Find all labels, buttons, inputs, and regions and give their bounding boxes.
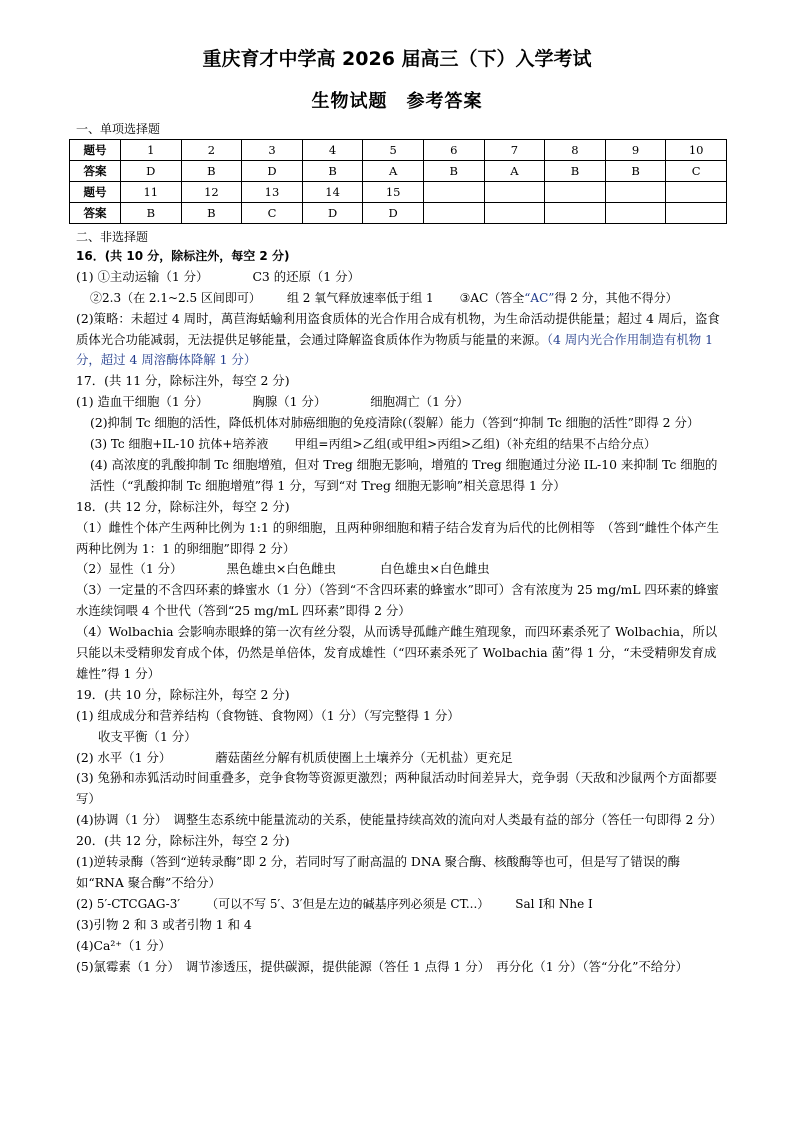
table-cell: B <box>181 161 242 182</box>
answer-text: （可以不写 5′、3′但是左边的碱基序列必须是 CT...） <box>206 896 490 911</box>
table-cell: 8 <box>545 140 606 161</box>
table-cell: 7 <box>484 140 545 161</box>
answer-text: (3) Tc 细胞+IL-10 抗体+培养液 <box>90 437 269 452</box>
q20-line-4: (4)Ca²⁺（1 分） <box>76 937 171 953</box>
row-label: 题号 <box>70 140 121 161</box>
table-cell: 1 <box>121 140 182 161</box>
q20-line-3: (3)引物 2 和 3 或者引物 1 和 4 <box>76 916 252 932</box>
answer-text: (1) ①主动运输（1 分） <box>76 268 209 284</box>
q18-heading: 18．(共 12 分，除标注外，每空 2 分) <box>76 498 290 514</box>
table-cell <box>545 182 606 203</box>
table-cell: C <box>666 161 727 182</box>
answer-text: 甲组=丙组>乙组(或甲组>丙组>乙组)（补充组的结果不占给分点） <box>294 437 656 452</box>
answer-text: (1) 造血干细胞（1 分） <box>76 394 209 410</box>
table-cell: B <box>605 161 666 182</box>
q19-line-4: (4)协调（1 分） 调整生态系统中能量流动的关系，使能量持续高效的流向对人类最有益的部分（答任一句即得 2 分） <box>76 812 723 828</box>
answer-text: 胸腺（1 分） <box>252 394 327 410</box>
table-row <box>70 161 727 182</box>
answer-table <box>69 139 727 224</box>
page-title: 重庆育才中学高 2026 届高三（下）入学考试 <box>202 48 592 70</box>
q17-line-4: (4) 高浓度的乳酸抑制 Tc 细胞增殖，但对 Treg 细胞无影响，增殖的 Treg 细胞通过分泌 IL-10 来抑制 Tc 细胞的活性（“乳酸抑制 Tc 细胞增殖”得 1 分，写到“对 Treg 细胞无影响”相关意思得 1 分） <box>90 456 718 493</box>
table-cell: 9 <box>605 140 666 161</box>
table-cell: 2 <box>181 140 242 161</box>
answer-text: 黑色雄虫×白色雌虫 <box>226 561 336 577</box>
table-cell: 14 <box>302 182 363 203</box>
q19-line-1: (1) 组成成分和营养结构（食物链、食物网）（1 分）（写完整得 1 分） <box>76 707 460 723</box>
table-cell: 4 <box>302 140 363 161</box>
q17-line-2: (2)抑制 Tc 细胞的活性，降低机体对肺癌细胞的免疫清除(（裂解）能力（答到“抑制 Tc 细胞的活性”即得 2 分） <box>90 415 700 431</box>
table-cell: B <box>423 161 484 182</box>
q20-line-1: (1)逆转录酶（答到“逆转录酶”即 2 分，若同时写了耐高温的 DNA 聚合酶、核酸酶等也可，但是写了错误的酶如“RNA 聚合酶”不给分） <box>76 854 680 890</box>
page-subtitle: 生物试题 参考答案 <box>311 91 483 112</box>
answer-text: （4 周内光合作用制造有机物 1 分，超过 4 周溶酶体降解 1 分） <box>76 331 713 368</box>
q19-line-1b: 收支平衡（1 分） <box>98 728 197 744</box>
section-heading-open: 二、非选择题 <box>76 230 149 244</box>
answer-text: （2）显性（1 分） <box>76 561 183 577</box>
table-cell: B <box>545 161 606 182</box>
table-cell: 5 <box>363 140 424 161</box>
q20-line-2 <box>76 894 726 915</box>
table-cell: 13 <box>242 182 303 203</box>
answers-body <box>76 246 726 977</box>
table-cell: 12 <box>181 182 242 203</box>
q18-line-3: （3）一定量的不含四环素的蜂蜜水（1 分）（答到“不含四环素的蜂蜜水”即可）含有浓度为 25 mg/mL 四环素的蜂蜜水连续饲喂 4 个世代（答到“25 mg/mL 四环素”即得 2 分） <box>76 582 719 619</box>
q17-line-3 <box>76 434 726 455</box>
q16-line-1 <box>76 267 726 288</box>
answer-text: 白色雄虫×白色雌虫 <box>379 561 490 577</box>
answer-text: 组 2 氧气释放速率低于组 1 <box>286 290 434 305</box>
table-cell: 10 <box>666 140 727 161</box>
table-cell: B <box>181 203 242 224</box>
table-cell: 11 <box>121 182 182 203</box>
row-label: 答案 <box>70 203 121 224</box>
table-cell: 3 <box>242 140 303 161</box>
answer-text: 蘑菇菌丝分解有机质使圈上土壤养分（无机盐）更充足 <box>215 749 513 765</box>
table-cell: D <box>242 161 303 182</box>
q18-line-2 <box>76 559 726 580</box>
table-cell: B <box>302 161 363 182</box>
q16-line-2 <box>76 288 726 309</box>
table-cell: 15 <box>363 182 424 203</box>
table-cell <box>545 203 606 224</box>
section-heading-choice: 一、单项选择题 <box>76 122 161 136</box>
q18-line-1: （1）雌性个体产生两种比例为 1:1 的卵细胞，且两种卵细胞和精子结合发育为后代的比例相等 （答到“雌性个体产生两种比例为 1：1 的卵细胞”即得 2 分） <box>76 519 719 556</box>
table-cell: B <box>121 203 182 224</box>
answer-text: Sal Ⅰ和 Nhe Ⅰ <box>515 896 593 911</box>
q19-heading: 19．(共 10 分，除标注外，每空 2 分) <box>76 686 290 702</box>
table-row <box>70 182 727 203</box>
answer-text: C3 的还原（1 分） <box>252 268 360 284</box>
table-cell <box>605 182 666 203</box>
q20-line-5: (5)氯霉素（1 分） 调节渗透压，提供碳源，提供能源（答任 1 点得 1 分） 再分化（1 分）（答“分化”不给分） <box>76 958 688 974</box>
q17-heading: 17．(共 11 分，除标注外，每空 2 分) <box>76 373 290 389</box>
table-cell: A <box>363 161 424 182</box>
q18-line-4: （4）Wolbachia 会影响赤眼蜂的第一次有丝分裂，从而诱导孤雌产雌生殖现象，而四环素杀死了 Wolbachia，所以只能以未受精卵发育成个体，仍然是单倍体，发育成雄性（“四环素杀死了 Wolbachia 菌”得 1 分，“未受精卵发育成雄性”得 1 分） <box>76 624 718 681</box>
answer-text: 得 2 分，其他不得分） <box>554 290 678 305</box>
row-label: 答案 <box>70 161 121 182</box>
table-cell <box>666 182 727 203</box>
table-cell: D <box>302 203 363 224</box>
table-cell <box>423 203 484 224</box>
table-cell: A <box>484 161 545 182</box>
table-cell <box>666 203 727 224</box>
answer-text: ②2.3（在 2.1~2.5 区间即可） <box>90 290 261 305</box>
answer-text: “AC” <box>524 290 555 305</box>
q19-line-3: (3) 兔狲和赤狐活动时间重叠多，竞争食物等资源更激烈；两种鼠活动时间差异大，竞争弱（天敌和沙鼠两个方面都要写） <box>76 770 718 807</box>
answer-text: (2)策略：未超过 4 周时，萬苣海蛞蝓利用盗食质体的光合作用合成有机物，为生命活动提供能量；超过 4 周后，盗食质体光合功能减弱，无法提供足够能量，会通过降解盗食质体作为物质与能量的来源。 <box>76 310 720 347</box>
answer-text: 细胞凋亡（1 分） <box>370 394 469 410</box>
table-cell <box>484 203 545 224</box>
table-cell: 6 <box>423 140 484 161</box>
answer-text: ③AC（答全 <box>459 290 525 305</box>
q19-line-2 <box>76 748 726 769</box>
table-cell: D <box>121 161 182 182</box>
table-cell <box>423 182 484 203</box>
q16-heading: 16．(共 10 分，除标注外，每空 2 分) <box>76 249 290 263</box>
answer-text: (2) 水平（1 分） <box>76 749 172 765</box>
table-cell <box>605 203 666 224</box>
q20-heading: 20．(共 12 分，除标注外，每空 2 分) <box>76 833 290 849</box>
table-row <box>70 203 727 224</box>
q17-line-1 <box>76 392 726 413</box>
table-row <box>70 140 727 161</box>
table-cell: D <box>363 203 424 224</box>
answer-text: (2) 5′-CTCGAG-3′ <box>76 896 181 911</box>
table-cell: C <box>242 203 303 224</box>
row-label: 题号 <box>70 182 121 203</box>
table-cell <box>484 182 545 203</box>
q16-line-3 <box>76 309 726 372</box>
